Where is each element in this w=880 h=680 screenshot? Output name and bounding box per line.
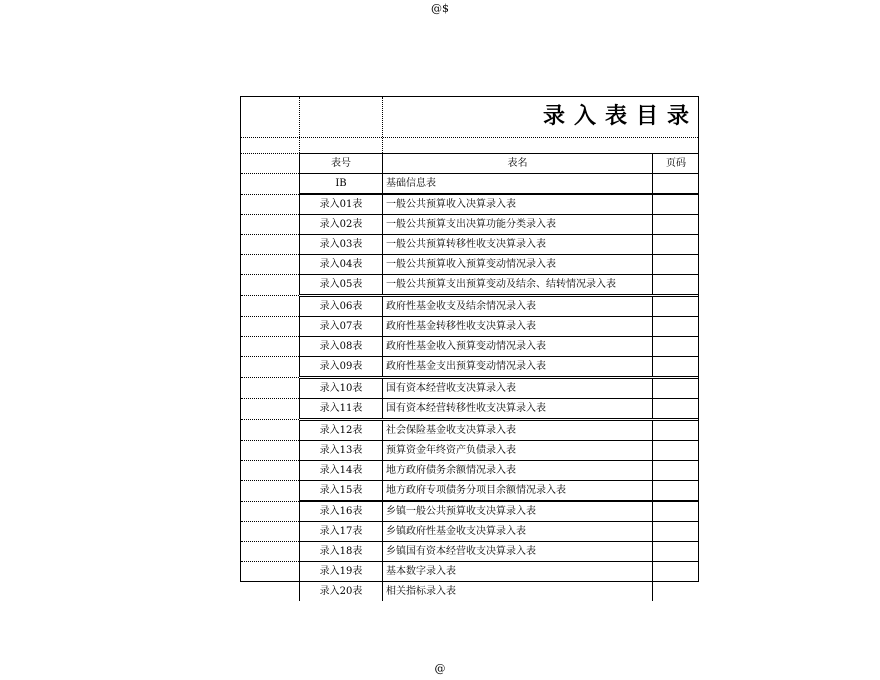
table-row[interactable] bbox=[241, 275, 699, 296]
table-name-cell[interactable]: 相关指标录入表 bbox=[383, 582, 653, 602]
row-gutter bbox=[241, 522, 300, 542]
page-number-cell bbox=[653, 174, 700, 195]
table-name-cell[interactable]: 政府性基金支出预算变动情况录入表 bbox=[383, 357, 653, 378]
directory-table bbox=[241, 153, 699, 601]
page-number-cell bbox=[653, 337, 700, 357]
table-number-cell: 录入11表 bbox=[300, 399, 383, 420]
sheet-title: 录入表目录 bbox=[542, 104, 698, 129]
table-number-cell: 录入03表 bbox=[300, 235, 383, 255]
page-number-cell bbox=[653, 399, 700, 420]
table-name-cell[interactable]: 基本数字录入表 bbox=[383, 562, 653, 582]
page-number-cell bbox=[653, 235, 700, 255]
table-row[interactable] bbox=[241, 296, 699, 317]
table-number-cell: 录入02表 bbox=[300, 215, 383, 235]
table-row[interactable] bbox=[241, 357, 699, 378]
table-row[interactable] bbox=[241, 337, 699, 357]
page-number-cell bbox=[653, 501, 700, 522]
table-number-cell: 录入06表 bbox=[300, 296, 383, 317]
row-gutter bbox=[241, 317, 300, 337]
table-row[interactable] bbox=[241, 378, 699, 399]
row-gutter bbox=[241, 255, 300, 275]
table-row[interactable] bbox=[241, 317, 699, 337]
row-gutter bbox=[241, 337, 300, 357]
table-number-cell: 录入08表 bbox=[300, 337, 383, 357]
row-gutter bbox=[241, 235, 300, 255]
row-gutter bbox=[241, 399, 300, 420]
table-name-cell[interactable]: 一般公共预算支出预算变动及结余、结转情况录入表 bbox=[383, 275, 653, 296]
table-row[interactable] bbox=[241, 194, 699, 215]
spacer-row bbox=[241, 137, 698, 154]
table-row[interactable] bbox=[241, 562, 699, 582]
table-row[interactable] bbox=[241, 441, 699, 461]
page-number-cell bbox=[653, 296, 700, 317]
table-row[interactable] bbox=[241, 522, 699, 542]
table-name-cell[interactable]: 政府性基金收支及结余情况录入表 bbox=[383, 296, 653, 317]
page-number-cell bbox=[653, 420, 700, 441]
table-number-cell: 录入15表 bbox=[300, 481, 383, 502]
table-name-cell[interactable]: 基础信息表 bbox=[383, 174, 653, 195]
table-row[interactable] bbox=[241, 582, 699, 602]
row-gutter bbox=[241, 154, 300, 174]
table-row[interactable] bbox=[241, 461, 699, 481]
table-row[interactable] bbox=[241, 174, 699, 195]
row-gutter bbox=[241, 582, 300, 602]
footer-mark: @ bbox=[434, 662, 446, 675]
row-gutter bbox=[241, 562, 300, 582]
table-name-cell[interactable]: 国有资本经营收支决算录入表 bbox=[383, 378, 653, 399]
table-number-cell: 录入18表 bbox=[300, 542, 383, 562]
table-row[interactable] bbox=[241, 420, 699, 441]
row-gutter bbox=[241, 420, 300, 441]
page-number-cell bbox=[653, 357, 700, 378]
page-number-cell bbox=[653, 317, 700, 337]
page-number-cell bbox=[653, 194, 700, 215]
row-gutter bbox=[241, 357, 300, 378]
table-number-cell: 录入10表 bbox=[300, 378, 383, 399]
table-number-cell: 录入13表 bbox=[300, 441, 383, 461]
column-header-name: 表名 bbox=[383, 154, 653, 174]
table-number-cell: 录入20表 bbox=[300, 582, 383, 602]
gridline bbox=[299, 97, 300, 153]
table-number-cell: 录入17表 bbox=[300, 522, 383, 542]
table-row[interactable] bbox=[241, 255, 699, 275]
row-gutter bbox=[241, 275, 300, 296]
row-gutter bbox=[241, 378, 300, 399]
table-name-cell[interactable]: 国有资本经营转移性收支决算录入表 bbox=[383, 399, 653, 420]
row-gutter bbox=[241, 481, 300, 502]
table-row[interactable] bbox=[241, 215, 699, 235]
column-header-page: 页码 bbox=[653, 154, 700, 174]
table-number-cell: IB bbox=[300, 174, 383, 195]
row-gutter bbox=[241, 215, 300, 235]
table-number-cell: 录入14表 bbox=[300, 461, 383, 481]
table-name-cell[interactable]: 政府性基金收入预算变动情况录入表 bbox=[383, 337, 653, 357]
page-number-cell bbox=[653, 215, 700, 235]
row-gutter bbox=[241, 194, 300, 215]
table-name-cell[interactable]: 一般公共预算转移性收支决算录入表 bbox=[383, 235, 653, 255]
page-number-cell bbox=[653, 441, 700, 461]
page-number-cell bbox=[653, 461, 700, 481]
table-name-cell[interactable]: 预算资金年终资产负债录入表 bbox=[383, 441, 653, 461]
gridline bbox=[382, 97, 383, 153]
table-name-cell[interactable]: 政府性基金转移性收支决算录入表 bbox=[383, 317, 653, 337]
row-gutter bbox=[241, 296, 300, 317]
table-number-cell: 录入07表 bbox=[300, 317, 383, 337]
table-name-cell[interactable]: 社会保险基金收支决算录入表 bbox=[383, 420, 653, 441]
page-number-cell bbox=[653, 562, 700, 582]
page-number-cell bbox=[653, 275, 700, 296]
table-number-cell: 录入16表 bbox=[300, 501, 383, 522]
header-mark: @$ bbox=[431, 2, 449, 15]
column-header-number: 表号 bbox=[300, 154, 383, 174]
table-number-cell: 录入09表 bbox=[300, 357, 383, 378]
row-gutter bbox=[241, 174, 300, 195]
page-number-cell bbox=[653, 378, 700, 399]
table-row[interactable] bbox=[241, 501, 699, 522]
table-name-cell[interactable]: 地方政府专项债务分项目余额情况录入表 bbox=[383, 481, 653, 502]
page-number-cell bbox=[653, 582, 700, 602]
table-name-cell[interactable]: 乡镇政府性基金收支决算录入表 bbox=[383, 522, 653, 542]
page-number-cell bbox=[653, 522, 700, 542]
table-row[interactable] bbox=[241, 399, 699, 420]
directory-sheet bbox=[240, 96, 699, 597]
table-number-cell: 录入01表 bbox=[300, 194, 383, 215]
table-number-cell: 录入04表 bbox=[300, 255, 383, 275]
table-name-cell[interactable]: 地方政府债务余额情况录入表 bbox=[383, 461, 653, 481]
table-name-cell[interactable]: 一般公共预算收入预算变动情况录入表 bbox=[383, 255, 653, 275]
table-number-cell: 录入05表 bbox=[300, 275, 383, 296]
table-number-cell: 录入19表 bbox=[300, 562, 383, 582]
table-name-cell[interactable]: 乡镇一般公共预算收支决算录入表 bbox=[383, 501, 653, 522]
table-row[interactable] bbox=[241, 542, 699, 562]
table-number-cell: 录入12表 bbox=[300, 420, 383, 441]
page-number-cell bbox=[653, 542, 700, 562]
table-row[interactable] bbox=[241, 235, 699, 255]
row-gutter bbox=[241, 461, 300, 481]
header-row bbox=[241, 154, 699, 174]
page-number-cell bbox=[653, 481, 700, 502]
page-number-cell bbox=[653, 255, 700, 275]
table-name-cell[interactable]: 一般公共预算支出决算功能分类录入表 bbox=[383, 215, 653, 235]
table-name-cell[interactable]: 乡镇国有资本经营收支决算录入表 bbox=[383, 542, 653, 562]
table-row[interactable] bbox=[241, 481, 699, 502]
table-name-cell[interactable]: 一般公共预算收入决算录入表 bbox=[383, 194, 653, 215]
title-row bbox=[241, 97, 698, 138]
row-gutter bbox=[241, 441, 300, 461]
row-gutter bbox=[241, 542, 300, 562]
row-gutter bbox=[241, 501, 300, 522]
